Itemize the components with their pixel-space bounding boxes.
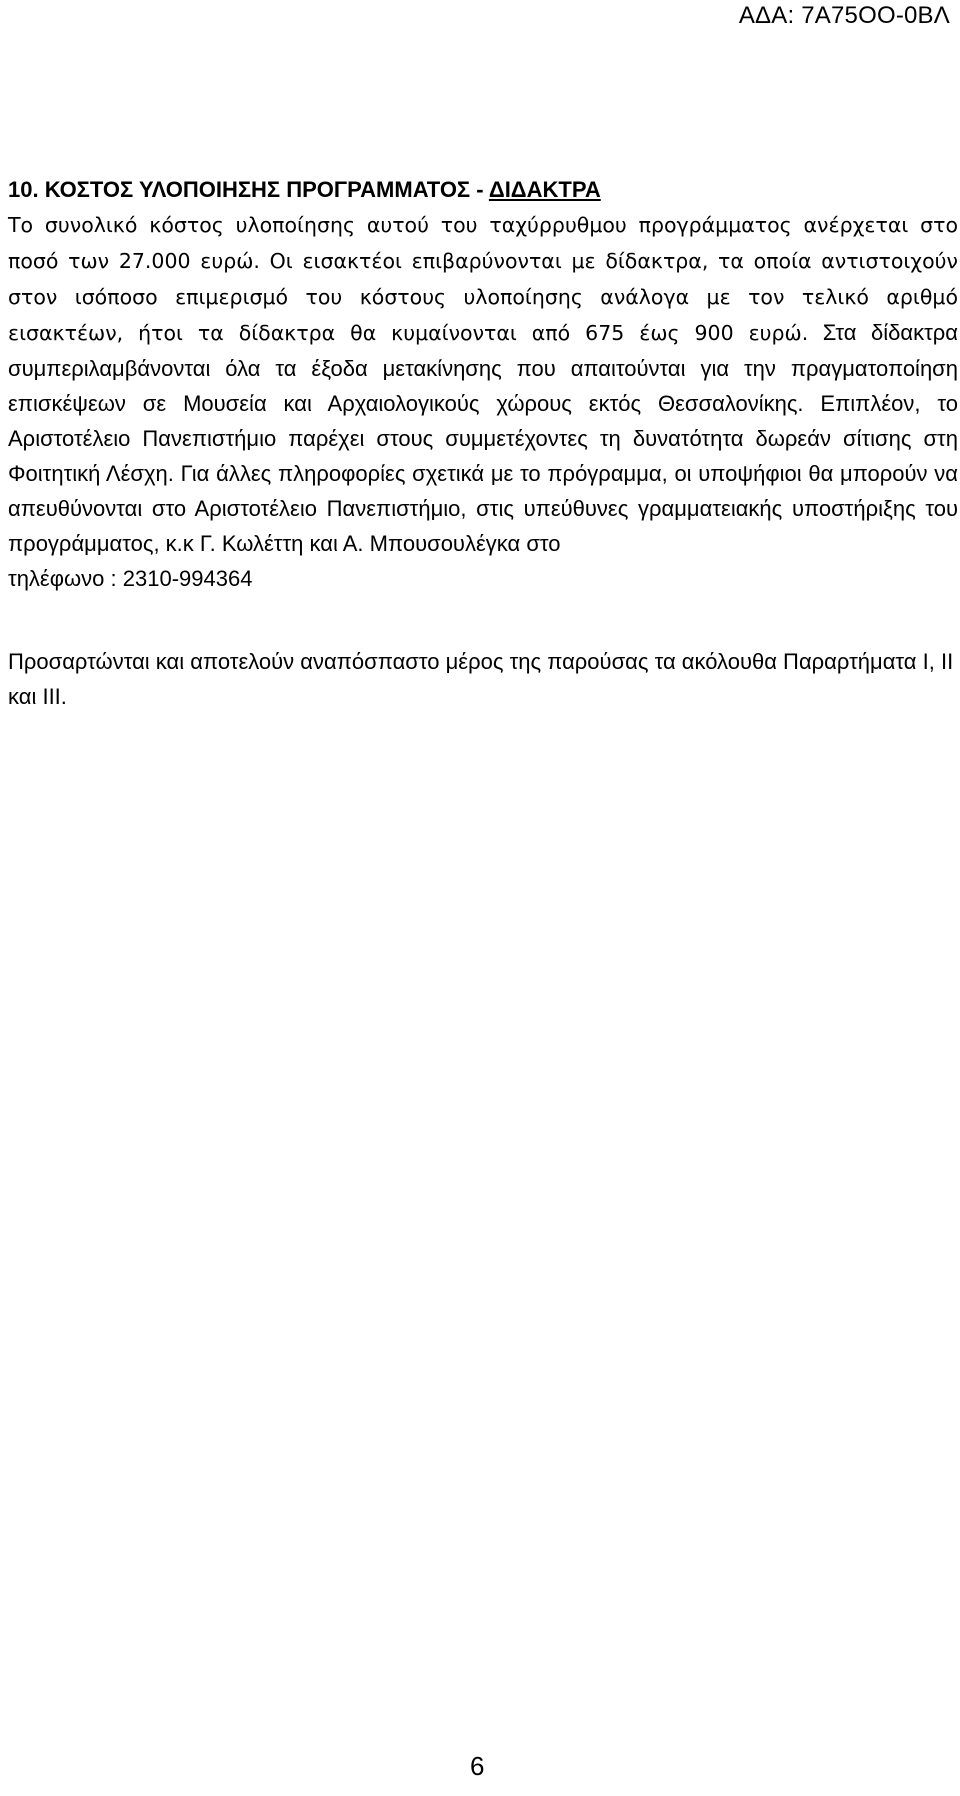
info-paragraph: Για άλλες πληροφορίες σχετικά με το πρόγραμμα, οι υποψήφιοι θα μπορούν να απευθύνονται στο Αριστοτέλειο Πανεπιστήμιο, στις υπεύθυνες γραμματειακής υποστήριξης του προγράμματος, κ.κ Γ. Κωλέττη και Α. Μπουσουλέγκα στο (8, 461, 958, 556)
cost-paragraph-part-a: Το συνολικό κόστος υλοποίησης αυτού του ταχύρρυθμου προγράμματος ανέρχεται στο ποσό των 27.000 ευρώ. Οι εισακτέοι επιβαρύνονται με δίδακτρα, τα οποία αντιστοιχούν στον ισόποσο επιμερισμό του κόστους υλοποίησης ανάλογα με τον τελικό αριθμό εισακτέων, ήτοι τα δίδακτρα θα κυμαίνονται από 675 έως 900 ευρώ. (8, 213, 958, 345)
contact-phone: τηλέφωνο : 2310-994364 (8, 566, 253, 591)
page-number: 6 (470, 1751, 485, 1781)
spacer (8, 596, 958, 644)
cost-paragraph (8, 207, 958, 596)
cost-paragraph-part-b: Στα δίδακτρα συμπεριλαμβάνονται όλα τα έξοδα μετακίνησης που απαιτούνται για την πραγματοποίηση επισκέψεων σε Μουσεία και Αρχαιολογικούς χώρους εκτός Θεσσαλονίκης. Επιπλέον, το Αριστοτέλειο Πανεπιστήμιο παρέχει στους συμμετέχοντες τη δυνατότητα δωρεάν σίτισης στη Φοιτητική Λέσχη. (8, 320, 958, 486)
annex-paragraph: Προσαρτώνται και αποτελούν αναπόσπαστο μέρος της παρούσας τα ακόλουθα Παραρτήματα Ι, ΙΙ και ΙΙΙ. (8, 649, 954, 709)
document-body (8, 172, 958, 714)
section-title (8, 172, 958, 207)
section-title-main: 10. ΚΟΣΤΟΣ ΥΛΟΠΟΙΗΣΗΣ ΠΡΟΓΡΑΜΜΑΤΟΣ - (8, 177, 489, 202)
document-code: ΑΔΑ: 7Α75ΟΟ-0ΒΛ (738, 2, 950, 29)
section-title-underlined: ΔΙΔΑΚΤΡΑ (488, 177, 601, 202)
